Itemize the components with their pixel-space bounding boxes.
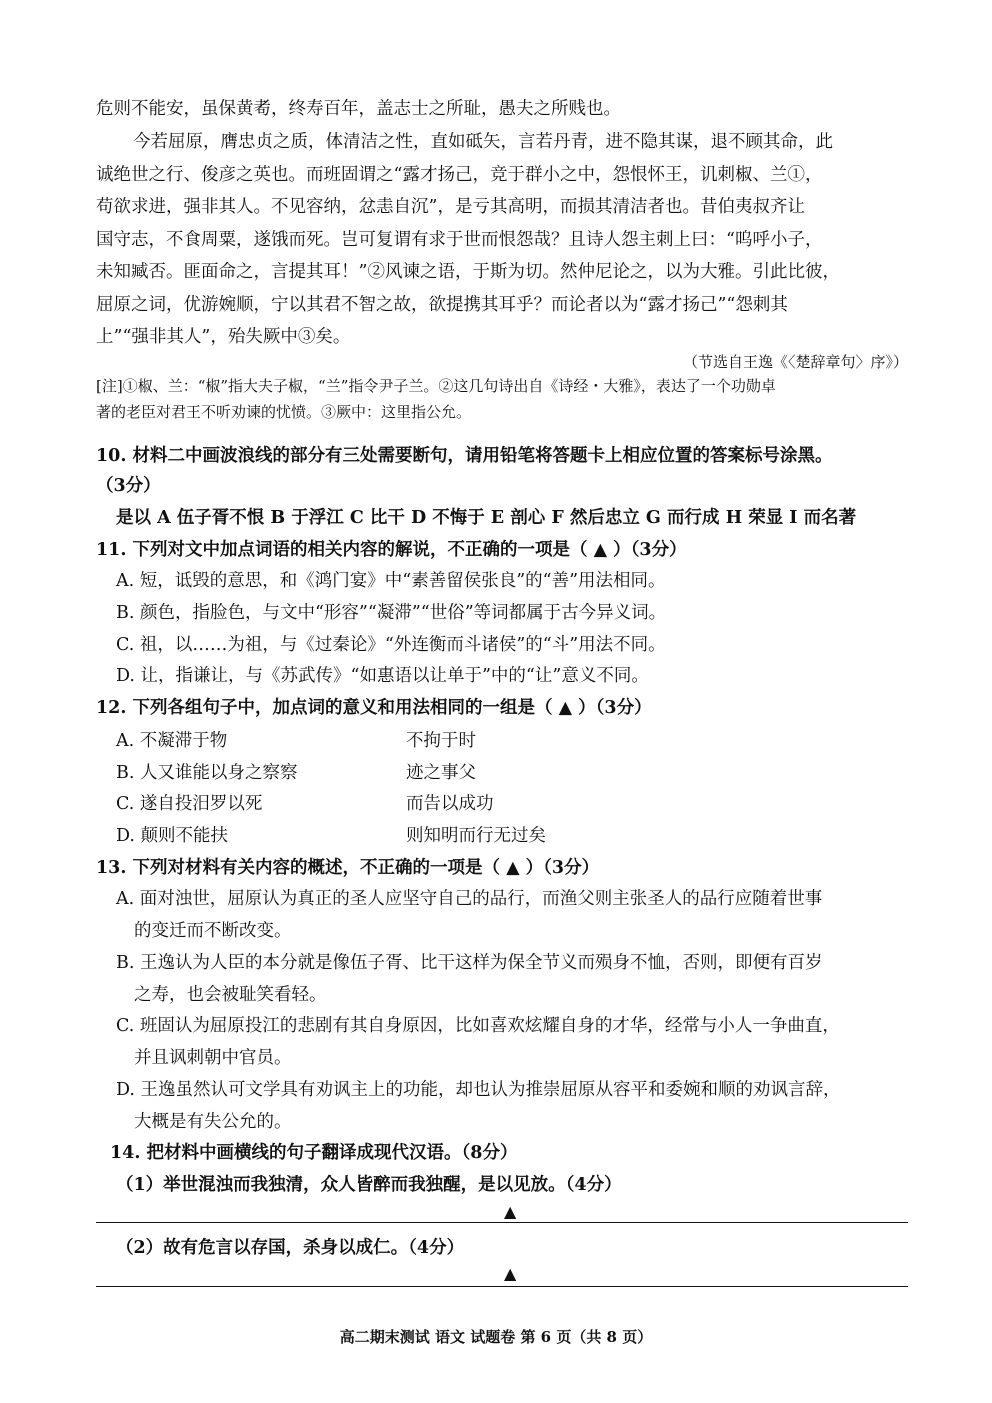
question-13-line: 之寿，也会被耻笑看轻。 [134, 985, 327, 1005]
question-14-stem: 14. 把材料中画横线的句子翻译成现代汉语。（8分） [110, 1143, 518, 1163]
answer-line-2[interactable] [96, 1286, 908, 1287]
question-13-line: 的变迁而不断改变。 [134, 921, 292, 941]
answer-triangle-icon: ▲ [504, 1202, 517, 1221]
question-12-option-c-right: 而告以成功 [406, 794, 494, 814]
annotation-line: [注]①椒、兰：“椒”指大夫子椒，“兰”指令尹子兰。②这几句诗出自《诗经・大雅》，表达了一个功勋卓 [96, 377, 776, 395]
passage-source: （节选自王逸《〈楚辞章句〉序》） [682, 353, 908, 371]
question-12-option-c-left: C. 遂自投汨罗以死 [116, 794, 263, 814]
question-12-option-a-right: 不拘于时 [406, 731, 476, 751]
question-12-stem: 12. 下列各组句子中，加点词的意义和用法相同的一组是（ ▲ ）（3分） [96, 698, 652, 718]
question-10-stem: 10. 材料二中画波浪线的部分有三处需要断句，请用铅笔将答题卡上相应位置的答案标号涂黑。 [96, 446, 833, 466]
question-11-stem: 11. 下列对文中加点词语的相关内容的解说，不正确的一项是（ ▲ ）（3分） [96, 540, 687, 560]
question-12-option-a-left: A. 不凝滞于物 [116, 731, 228, 751]
passage-line: 危则不能安，虽保黄耇，终寿百年，盖志士之所耻，愚夫之所贱也。 [96, 99, 621, 119]
question-13-line: B. 王逸认为人臣的本分就是像伍子胥、比干这样为保全节义而殒身不恤，否则，即便有百岁 [116, 953, 823, 973]
question-13-line: 并且讽刺朝中官员。 [134, 1048, 292, 1068]
question-14-item-1: （1）举世混浊而我独清，众人皆醉而我独醒，是以见放。（4分） [116, 1175, 622, 1195]
annotation-line: 著的老臣对君王不听劝谏的忧愤。③厥中：这里指公允。 [96, 403, 472, 421]
passage-line: 国守志，不食周粟，遂饿而死。岂可复谓有求于世而恨怨哉？且诗人怨主刺上曰：“呜呼小子， [96, 230, 823, 250]
answer-line-1[interactable] [96, 1222, 908, 1223]
question-11-option-c: C. 祖，以……为祖，与《过秦论》“外连衡而斗诸侯”的“斗”用法不同。 [116, 635, 666, 655]
passage-line: 未知臧否。匪面命之，言提其耳！”②风谏之语，于斯为切。然仲尼论之，以为大雅。引此比彼， [96, 262, 840, 282]
question-12-option-d-left: D. 颠则不能扶 [116, 826, 229, 846]
question-10-score: （3分） [96, 476, 161, 496]
question-13-line: D. 王逸虽然认可文学具有劝讽主上的功能，却也认为推崇屈原从容平和委婉和顺的劝讽言辞， [116, 1080, 841, 1100]
passage-line: 上”“强非其人”，殆失厥中③矣。 [96, 327, 351, 347]
question-12-option-d-right: 则知明而行无过矣 [406, 826, 546, 846]
question-10-text: 是以 A 伍子胥不恨 B 于浮江 C 比干 D 不悔于 E 剖心 F 然后忠立 G 而行成 H 荣显 I 而名著 [116, 508, 857, 528]
question-12-option-b-right: 迹之事父 [406, 763, 476, 783]
question-13-line: C. 班固认为屈原投江的悲剧有其自身原因，比如喜欢炫耀自身的才华，经常与小人一争曲直， [116, 1016, 840, 1036]
question-14-item-2: （2）故有危言以存国，杀身以成仁。（4分） [116, 1238, 465, 1258]
question-13-line: 大概是有失公允的。 [134, 1112, 292, 1132]
question-11-option-d: D. 让，指谦让，与《苏武传》“如惠语以让单于”中的“让”意义不同。 [116, 666, 649, 686]
question-11-option-a: A. 短，诋毁的意思，和《鸿门宴》中“素善留侯张良”的“善”用法相同。 [116, 571, 666, 591]
page-footer: 高二期末测试 语文 试题卷 第 6 页（共 8 页） [339, 1328, 653, 1346]
passage-line: 屈原之词，优游婉顺，宁以其君不智之故，欲提携其耳乎？而论者以为“露才扬己”“怨刺其 [96, 295, 788, 315]
passage-line: 今若屈原，膺忠贞之质，体清洁之性，直如砥矢，言若丹青，进不隐其谋，退不顾其命，此 [133, 132, 833, 152]
question-13-line: A. 面对浊世，屈原认为真正的圣人应坚守自己的品行，而渔父则主张圣人的品行应随着世事 [116, 889, 823, 909]
passage-line: 诚绝世之行、俊彦之英也。而班固谓之“露才扬己，竞于群小之中，怨恨怀王，讥刺椒、兰①， [96, 165, 823, 185]
answer-triangle-icon: ▲ [504, 1264, 517, 1283]
question-11-option-b: B. 颜色，指脸色，与文中“形容”“凝滞”“世俗”等词都属于古今异义词。 [116, 603, 667, 623]
question-12-option-b-left: B. 人又谁能以身之察察 [116, 763, 298, 783]
question-13-stem: 13. 下列对材料有关内容的概述，不正确的一项是（ ▲ ）（3分） [96, 858, 600, 878]
passage-line: 苟欲求进，强非其人。不见容纳，忿恚自沉”，是亏其高明，而损其清洁者也。昔伯夷叔齐让 [96, 197, 805, 217]
